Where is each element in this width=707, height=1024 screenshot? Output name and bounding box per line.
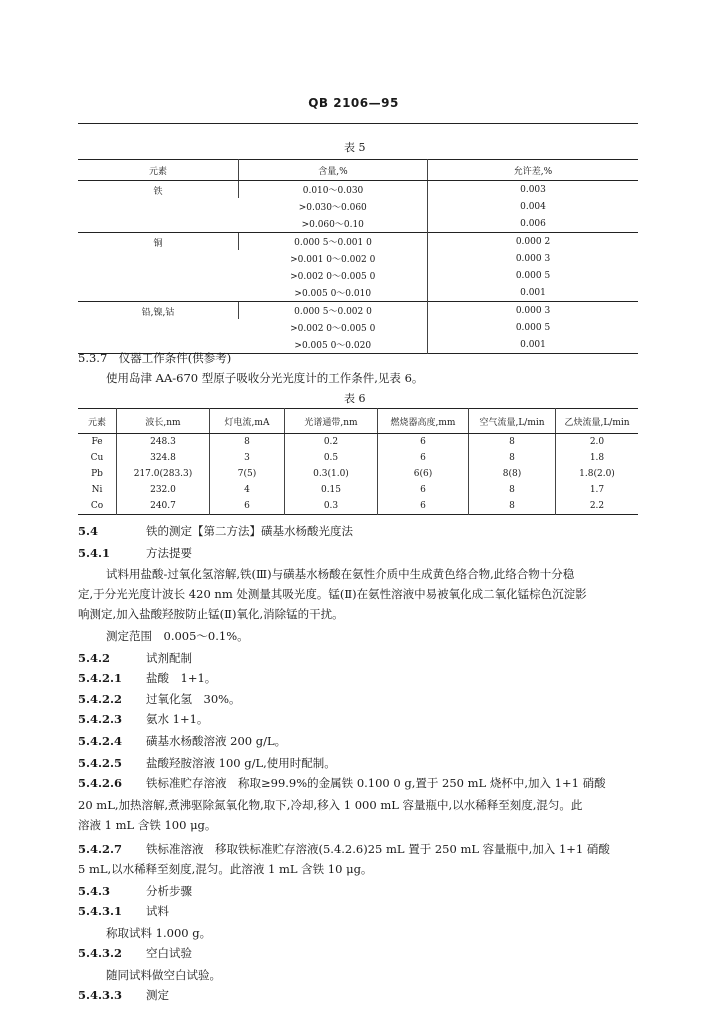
clause-text: 试料用盐酸-过氧化氢溶解,铁(Ⅲ)与磺基水杨酸在氨性介质中生成黄色络合物,此络合物十分稳 — [106, 567, 575, 581]
clause-text: 20 mL,加热溶解,煮沸驱除氮氧化物,取下,冷却,移入 1 000 mL 容量瓶中,以水稀释至刻度,混匀。此 — [78, 798, 583, 812]
table6-burner-height-cell: 6 — [378, 482, 469, 498]
paragraph-line — [78, 817, 216, 833]
table6-acetylene-flow-cell: 2.2 — [556, 498, 639, 515]
table6-spectral-band-cell: 0.2 — [285, 434, 378, 451]
section-heading-line — [78, 987, 169, 1003]
table6-element-cell: Pb — [91, 469, 103, 479]
clause-number: 5.4.2.4 — [78, 734, 123, 748]
table5-header-element: 元素 — [78, 160, 239, 181]
table5-tolerance-cell: 0.003 — [428, 181, 639, 199]
table5-element-cell: 铅,镍,钴 — [78, 302, 239, 354]
table6-element-cell: Cu — [90, 453, 104, 463]
table6-air-flow-cell: 8 — [469, 434, 556, 451]
table6-header-burner-height: 燃烧器高度,mm — [378, 409, 469, 434]
table6-row — [78, 482, 638, 498]
clause-text: 测定 — [146, 988, 169, 1002]
clause-number: 5.4.2.2 — [78, 692, 123, 706]
table6-header-spectral-band: 光谱通带,nm — [285, 409, 378, 434]
section-heading-line — [78, 545, 192, 561]
table6-wavelength-cell: 232.0 — [117, 482, 210, 498]
table6-spectral-band-cell: 0.15 — [285, 482, 378, 498]
table5-row — [78, 233, 638, 251]
clause-text: 5 mL,以水稀释至刻度,混匀。此溶液 1 mL 含铁 10 μg。 — [78, 862, 373, 876]
section-heading-line — [78, 903, 169, 919]
section-heading-line — [78, 945, 192, 961]
clause-number: 5.4.2.7 — [78, 842, 123, 856]
table6-lamp-current-cell: 6 — [210, 498, 285, 515]
table5-header-content: 含量,% — [239, 160, 428, 181]
table6-row — [78, 466, 638, 482]
section-5-3-7-text: 使用岛津 AA-670 型原子吸收分光光度计的工作条件,见表 6。 — [106, 371, 424, 385]
table6-element-cell: Fe — [91, 437, 103, 447]
table6-acetylene-flow-cell: 1.8 — [556, 450, 639, 466]
table6-wavelength-cell: 248.3 — [117, 434, 210, 451]
table5-row — [78, 181, 638, 199]
table6-acetylene-flow-cell: 2.0 — [556, 434, 639, 451]
section-heading-line — [78, 670, 216, 686]
table6-lamp-current-cell: 7(5) — [210, 466, 285, 482]
table5-content-cell: 0.010～0.030 — [239, 181, 428, 199]
section-heading-line — [78, 775, 606, 791]
table5-content-cell: 0.000 5～0.002 0 — [239, 302, 428, 320]
section-heading-line — [78, 711, 208, 727]
clause-number: 5.4.3.2 — [78, 946, 123, 960]
clause-text: 方法提要 — [146, 546, 192, 560]
table5-caption: 表 5 — [344, 141, 366, 154]
table6-burner-height-cell: 6 — [378, 498, 469, 515]
table6-spectral-band-cell: 0.3 — [285, 498, 378, 515]
table6-air-flow-cell: 8 — [469, 482, 556, 498]
table6-row — [78, 434, 638, 451]
clause-text: 铁标准贮存溶液 称取≥99.9%的金属铁 0.100 0 g,置于 250 mL 烧杯中,加入 1+1 硝酸 — [146, 776, 606, 790]
clause-text: 过氧化氢 30%。 — [146, 692, 241, 706]
clause-number: 5.4.2 — [78, 651, 111, 665]
table5-content-cell: >0.002 0～0.005 0 — [290, 272, 376, 282]
paragraph-line — [78, 861, 372, 877]
table6-spectral-band-cell: 0.3(1.0) — [285, 466, 378, 482]
clause-number: 5.4.2.5 — [78, 756, 123, 770]
table6-air-flow-cell: 8(8) — [469, 466, 556, 482]
table6-spectral-band-cell: 0.5 — [285, 450, 378, 466]
section-heading-line — [78, 650, 192, 666]
standard-number-header: QB 2106—95 — [308, 96, 399, 110]
table6 — [78, 408, 638, 515]
table6-element-cell: Co — [90, 501, 104, 511]
clause-text: 响测定,加入盐酸羟胺防止锰(Ⅱ)氧化,消除锰的干扰。 — [78, 607, 344, 621]
section-heading-line — [78, 883, 192, 899]
clause-text: 称取试料 1.000 g。 — [106, 926, 212, 940]
clause-number: 5.4.2.3 — [78, 712, 123, 726]
paragraph-line — [78, 586, 587, 602]
paragraph-line — [78, 606, 344, 622]
table6-header-acetylene-flow: 乙炔流量,L/min — [556, 409, 639, 434]
table5-tolerance-cell: 0.001 — [428, 284, 639, 302]
table6-caption: 表 6 — [344, 392, 366, 405]
paragraph-line — [106, 628, 249, 644]
table5-tolerance-cell: 0.000 5 — [428, 319, 639, 336]
table5-header-tolerance: 允许差,% — [428, 160, 639, 181]
clause-text: 分析步骤 — [146, 884, 192, 898]
table6-wavelength-cell: 217.0(283.3) — [117, 466, 210, 482]
table5-tolerance-cell: 0.006 — [428, 215, 639, 233]
clause-text: 氨水 1+1。 — [146, 712, 209, 726]
table5-tolerance-cell: 0.000 3 — [428, 250, 639, 267]
table6-lamp-current-cell: 4 — [210, 482, 285, 498]
table5-content-cell: 0.000 5～0.001 0 — [239, 233, 428, 251]
clause-number: 5.4.3.1 — [78, 904, 123, 918]
clause-text: 随同试料做空白试验。 — [106, 968, 221, 982]
table6-wavelength-cell: 240.7 — [117, 498, 210, 515]
table6-acetylene-flow-cell: 1.7 — [556, 482, 639, 498]
table5-tolerance-cell: 0.000 3 — [428, 302, 639, 320]
clause-number: 5.4.3 — [78, 884, 111, 898]
clause-text: 盐酸 1+1。 — [146, 671, 217, 685]
table6-body — [78, 434, 638, 515]
section-heading-line — [78, 841, 610, 857]
table6-wavelength-cell: 324.8 — [117, 450, 210, 466]
table6-header-wavelength: 波长,nm — [117, 409, 210, 434]
clause-number: 5.4.3.3 — [78, 988, 123, 1002]
paragraph-line — [78, 797, 582, 813]
clause-text: 盐酸羟胺溶液 100 g/L,使用时配制。 — [146, 756, 336, 770]
section-heading-line — [78, 691, 241, 707]
table6-air-flow-cell: 8 — [469, 498, 556, 515]
table6-burner-height-cell: 6 — [378, 434, 469, 451]
table5-content-cell: >0.001 0～0.002 0 — [290, 255, 376, 265]
clause-text: 试料 — [146, 904, 169, 918]
table5-tolerance-cell: 0.004 — [428, 198, 639, 215]
clause-number: 5.4.2.6 — [78, 776, 123, 790]
clause-text: 空白试验 — [146, 946, 192, 960]
paragraph-line — [106, 967, 221, 983]
clause-text: 磺基水杨酸溶液 200 g/L。 — [146, 734, 287, 748]
paragraph-line — [106, 566, 574, 582]
table5-tolerance-cell: 0.000 5 — [428, 267, 639, 284]
table5-content-cell: >0.030～0.060 — [298, 203, 367, 213]
clause-text: 定,于分光光度计波长 420 nm 处测量其吸光度。锰(Ⅱ)在氨性溶液中易被氧化成二氧化锰棕色沉淀影 — [78, 587, 587, 601]
section-5-3-7-title: 5.3.7 仪器工作条件(供参考) — [78, 351, 232, 365]
table5 — [78, 159, 638, 354]
section-heading-line — [78, 755, 336, 771]
clause-text: 试剂配制 — [146, 651, 192, 665]
clause-number: 5.4.1 — [78, 546, 111, 560]
table6-burner-height-cell: 6 — [378, 450, 469, 466]
paragraph-line — [106, 925, 211, 941]
table6-element-cell: Ni — [91, 485, 103, 495]
table6-row — [78, 498, 638, 515]
section-heading-line — [78, 523, 353, 539]
table6-acetylene-flow-cell: 1.8(2.0) — [556, 466, 639, 482]
section-heading-line — [78, 733, 286, 749]
clause-text: 溶液 1 mL 含铁 100 μg。 — [78, 818, 217, 832]
table6-header-lamp-current: 灯电流,mA — [210, 409, 285, 434]
table5-content-cell: >0.002 0～0.005 0 — [290, 324, 376, 334]
header-rule — [78, 123, 638, 124]
clause-text: 测定范围 0.005～0.1%。 — [106, 629, 249, 643]
table5-content-cell: >0.060～0.10 — [301, 220, 364, 230]
clause-number: 5.4.2.1 — [78, 671, 123, 685]
table5-content-cell: >0.005 0～0.020 — [294, 341, 372, 351]
table6-burner-height-cell: 6(6) — [378, 466, 469, 482]
clause-number: 5.4 — [78, 524, 99, 538]
table5-body — [78, 181, 638, 354]
table5-content-cell: >0.005 0～0.010 — [294, 289, 372, 299]
table6-header-air-flow: 空气流量,L/min — [469, 409, 556, 434]
table6-header-element: 元素 — [78, 409, 117, 434]
table5-element-cell: 铁 — [153, 187, 163, 197]
clause-text: 铁标准溶液 移取铁标准贮存溶液(5.4.2.6)25 mL 置于 250 mL 容量瓶中,加入 1+1 硝酸 — [146, 842, 610, 856]
table6-lamp-current-cell: 3 — [210, 450, 285, 466]
table6-lamp-current-cell: 8 — [210, 434, 285, 451]
table5-row — [78, 302, 638, 320]
table5-element-cell: 铜 — [78, 233, 239, 302]
table6-air-flow-cell: 8 — [469, 450, 556, 466]
table5-tolerance-cell: 0.000 2 — [428, 233, 639, 251]
table5-tolerance-cell: 0.001 — [428, 336, 639, 354]
table6-row — [78, 450, 638, 466]
clause-text: 铁的测定【第二方法】磺基水杨酸光度法 — [146, 524, 353, 538]
